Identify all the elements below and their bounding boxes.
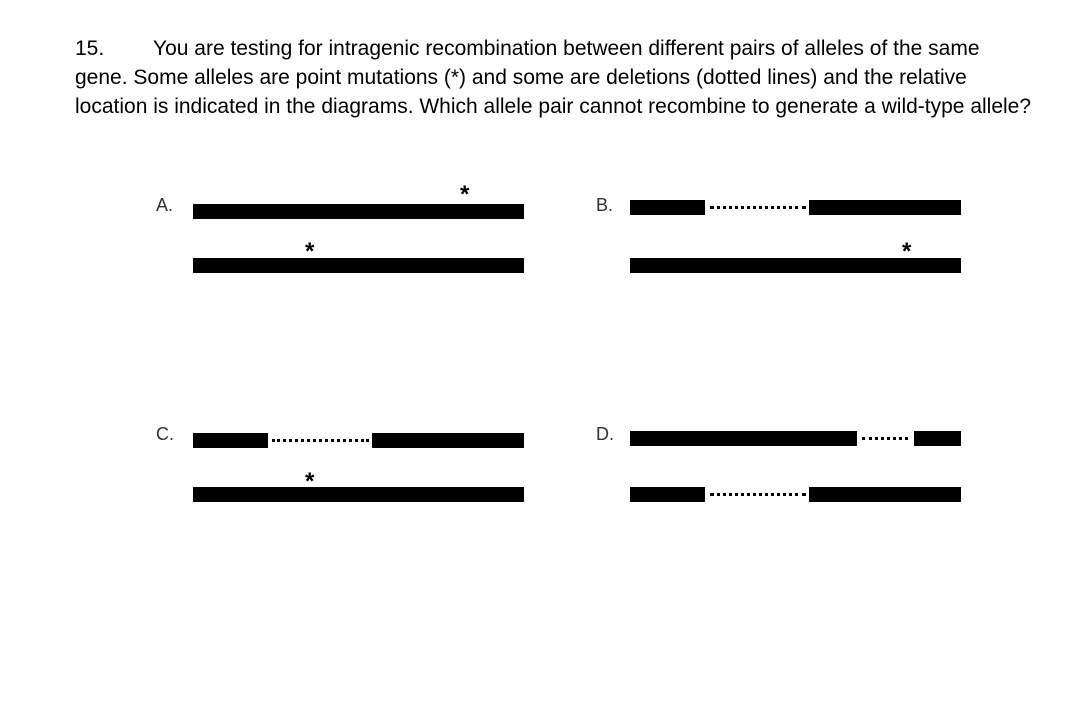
option-d-letter: D. <box>596 424 614 444</box>
option-d-allele-1-right-segment <box>914 431 961 446</box>
option-c-allele-2 <box>193 487 524 502</box>
option-d-allele-1-left-segment <box>630 431 857 446</box>
option-c-deletion <box>272 439 369 442</box>
option-a-mutation-star-2: * <box>305 238 315 265</box>
option-b-letter: B. <box>596 195 614 215</box>
option-d-deletion-1 <box>862 437 908 440</box>
option-b-allele-1-left-segment <box>630 200 705 215</box>
option-b-mutation-star: * <box>902 238 912 265</box>
option-b-allele-2 <box>630 258 961 273</box>
option-b-deletion <box>710 206 806 209</box>
option-d-allele-2-left-segment <box>630 487 705 502</box>
option-c-mutation-star: * <box>305 468 315 495</box>
option-c-allele-1-left-segment <box>193 433 268 448</box>
option-a-mutation-star-1: * <box>460 181 470 208</box>
question-number: 15. <box>75 37 105 60</box>
option-b-allele-1-right-segment <box>809 200 961 215</box>
question-text <box>75 34 1035 121</box>
option-a-allele-2 <box>193 258 524 273</box>
question-body: You are testing for intragenic recombination between different pairs of alleles of the same gene. Some alleles are point mutations (*) and some are deletions (dotted lines) and the relative location is indicated in the diagrams. Which allele pair cannot recombine to generate a wild-type allele? <box>75 37 1032 118</box>
option-a-letter: A. <box>156 195 174 215</box>
option-c-allele-1-right-segment <box>372 433 524 448</box>
option-a-allele-1 <box>193 204 524 219</box>
option-d-allele-2-right-segment <box>809 487 961 502</box>
option-c-letter: C. <box>156 424 174 444</box>
option-d-deletion-2 <box>710 493 806 496</box>
